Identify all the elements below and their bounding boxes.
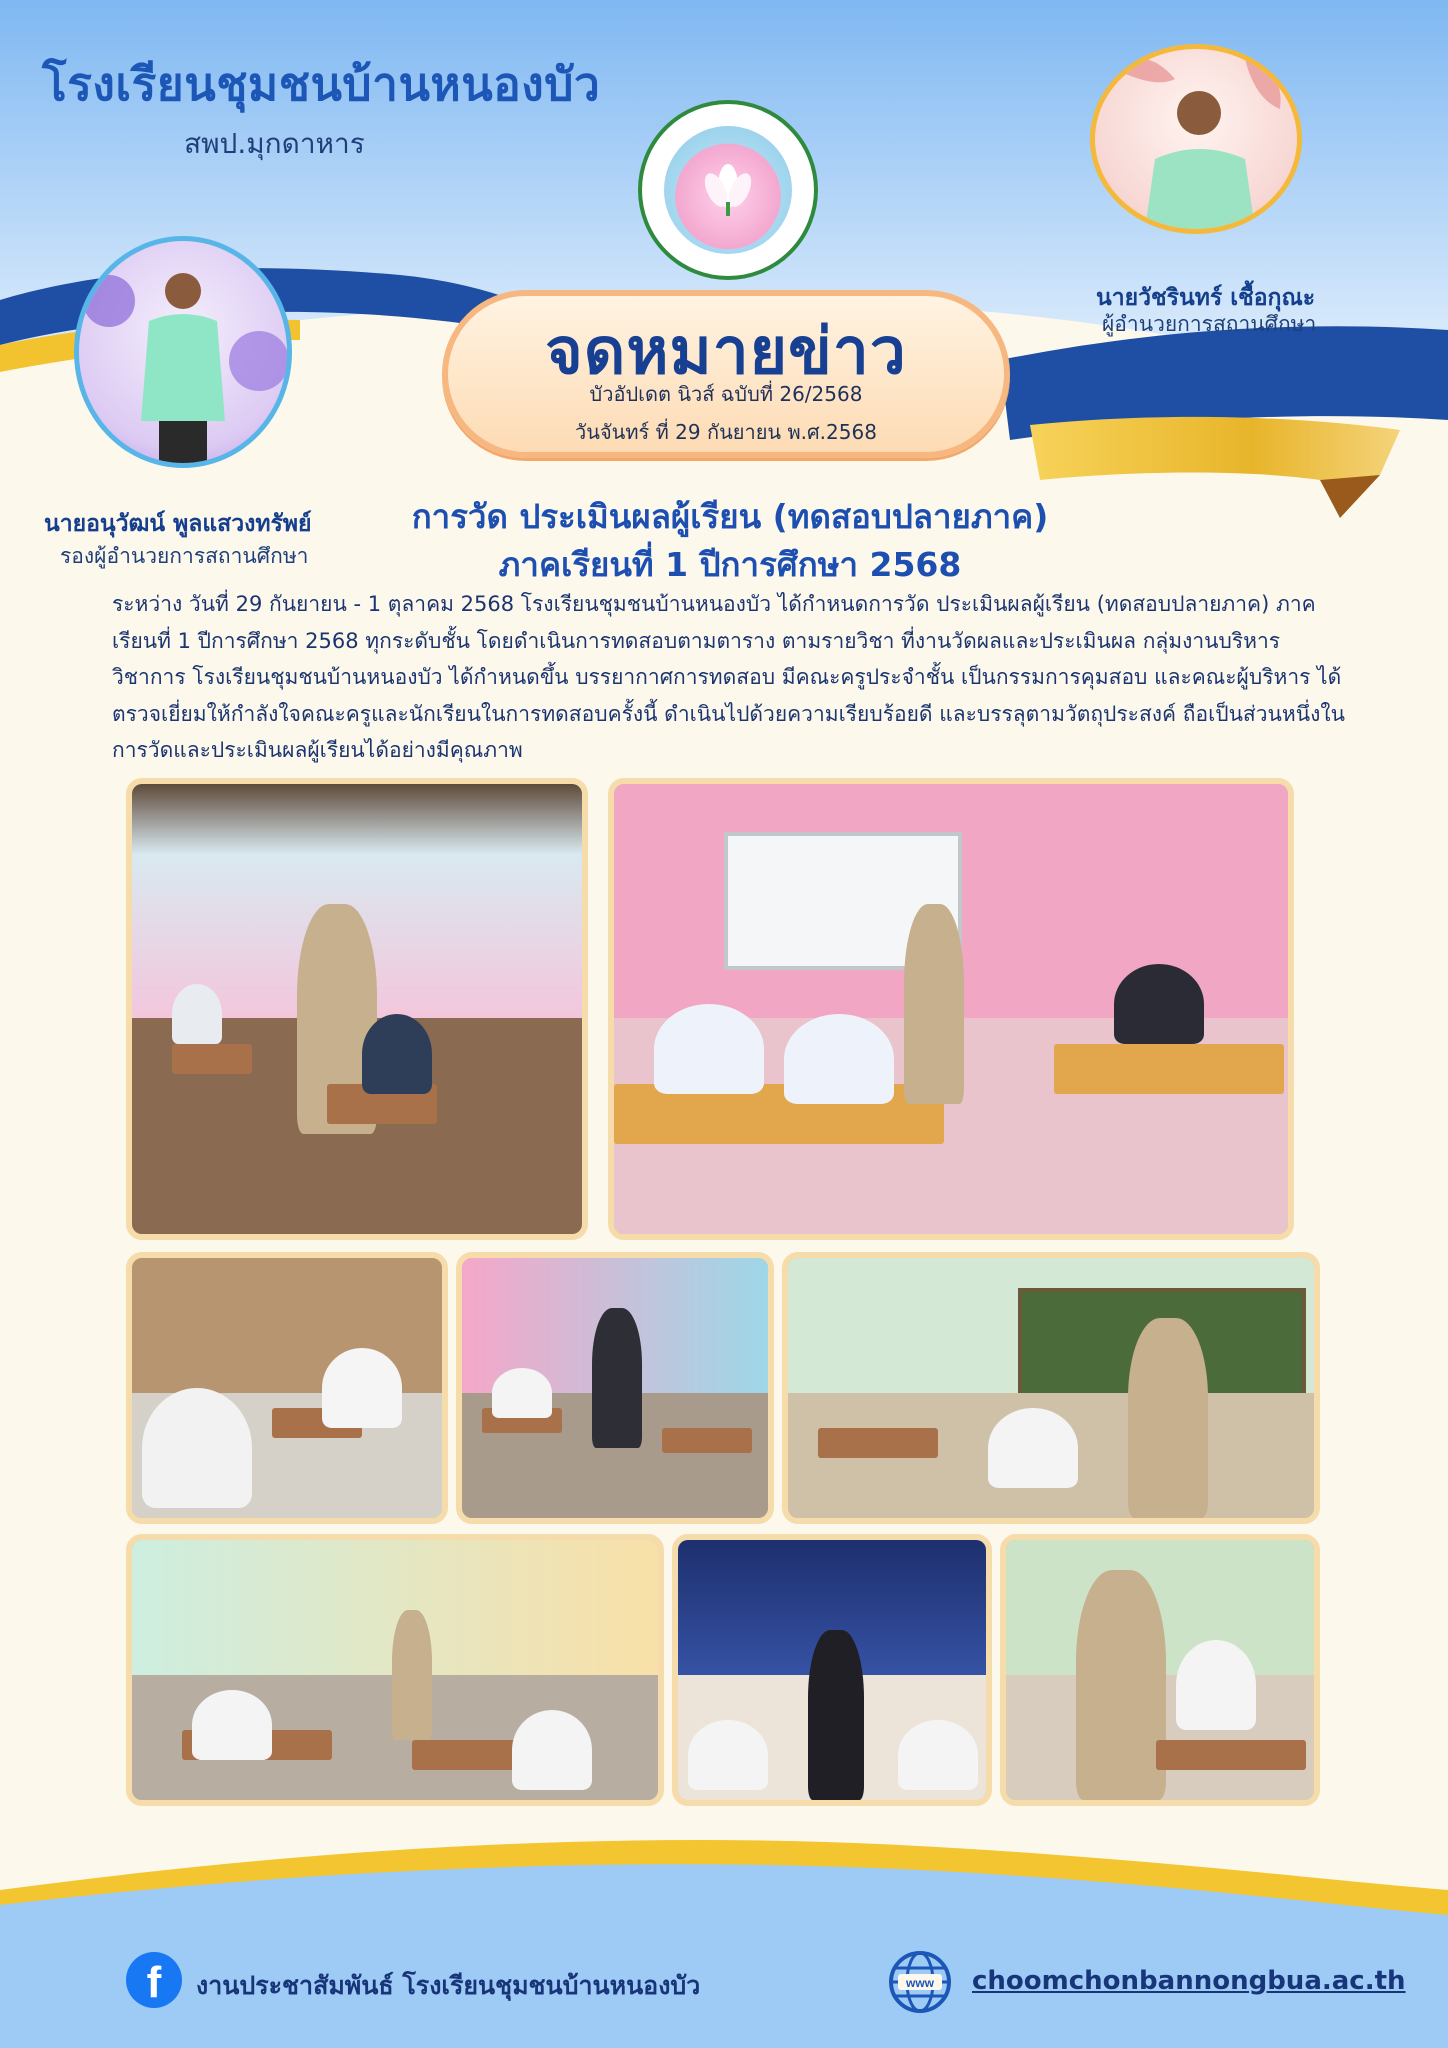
logo-emblem [664, 126, 792, 254]
deputy-director-photo [74, 236, 292, 468]
article-headline: การวัด ประเมินผลผู้เรียน (ทดสอบปลายภาค) [411, 497, 1049, 536]
issue-number: บัวอัปเดต นิวส์ ฉบับที่ 26/2568 [589, 382, 863, 406]
deputy-director-name: นายอนุวัฒน์ พูลแสวงทรัพย์ [44, 511, 312, 537]
photo-exam-room-5 [782, 1252, 1320, 1524]
lotus-icon [700, 156, 756, 216]
article-subheadline: ภาคเรียนที่ 1 ปีการศึกษา 2568 [498, 545, 962, 584]
photo-exam-room-7 [672, 1534, 992, 1806]
photo-exam-room-8 [1000, 1534, 1320, 1806]
director-title: ผู้อำนวยการสถานศึกษา [1102, 312, 1317, 336]
school-logo [638, 100, 818, 280]
photo-exam-room-3 [126, 1252, 448, 1524]
issue-date: วันจันทร์ ที่ 29 กันยายน พ.ศ.2568 [575, 420, 877, 444]
school-name: โรงเรียนชุมชนบ้านหนองบัว [42, 57, 601, 111]
newsletter-title: จดหมายข่าว [545, 315, 907, 389]
website-link[interactable]: choomchonbannongbua.ac.th [972, 1966, 1406, 1996]
person-silhouette-icon [79, 241, 287, 463]
photo-exam-room-2 [608, 778, 1294, 1240]
director-name: นายวัชรินทร์ เชื้อกุณะ [1096, 285, 1316, 311]
globe-text: www [905, 1976, 935, 1990]
photo-exam-room-1 [126, 778, 588, 1240]
article-body: ระหว่าง วันที่ 29 กันยายน - 1 ตุลาคม 2568 โรงเรียนชุมชนบ้านหนองบัว ได้กำหนดการวัด ประเมินผลผู้เรียน (ทดสอบปลายภาค) ภาคเรียนที่ 1 ปีการศึกษา 2568 ทุกระดับชั้น โดยดำเนินการทดสอบตามตาราง ตามรายวิชา ที่งานวัดผลและประเมินผล กลุ่มงานบริหารวิชาการ โรงเรียนชุมชนบ้านหนองบัว ได้กำหนดขึ้น บรรยากาศการทดสอบ มีคณะครูประจำชั้น เป็นกรรมการคุมสอบ และคณะผู้บริหาร ได้ตรวจเยี่ยมให้กำลังใจคณะครูและนักเรียนในการทดสอบครั้งนี้ ดำเนินไปด้วยความเรียบร้อยดี และบรรลุตามวัตถุประสงค์ ถือเป็นส่วนหนึ่งในการวัดและประเมินผลผู้เรียนได้อย่างมีคุณภาพ [112, 592, 1345, 762]
district-office: สพป.มุกดาหาร [184, 127, 365, 160]
photo-exam-room-6 [126, 1534, 664, 1806]
director-photo [1090, 44, 1302, 234]
globe-icon [888, 1950, 952, 2014]
facebook-page-label[interactable]: งานประชาสัมพันธ์ โรงเรียนชุมชนบ้านหนองบัว [196, 1971, 701, 2000]
facebook-icon[interactable]: f [126, 1952, 182, 2008]
person-silhouette-icon [1095, 49, 1297, 229]
photo-exam-room-4 [456, 1252, 774, 1524]
deputy-director-title: รองผู้อำนวยการสถานศึกษา [60, 544, 309, 568]
